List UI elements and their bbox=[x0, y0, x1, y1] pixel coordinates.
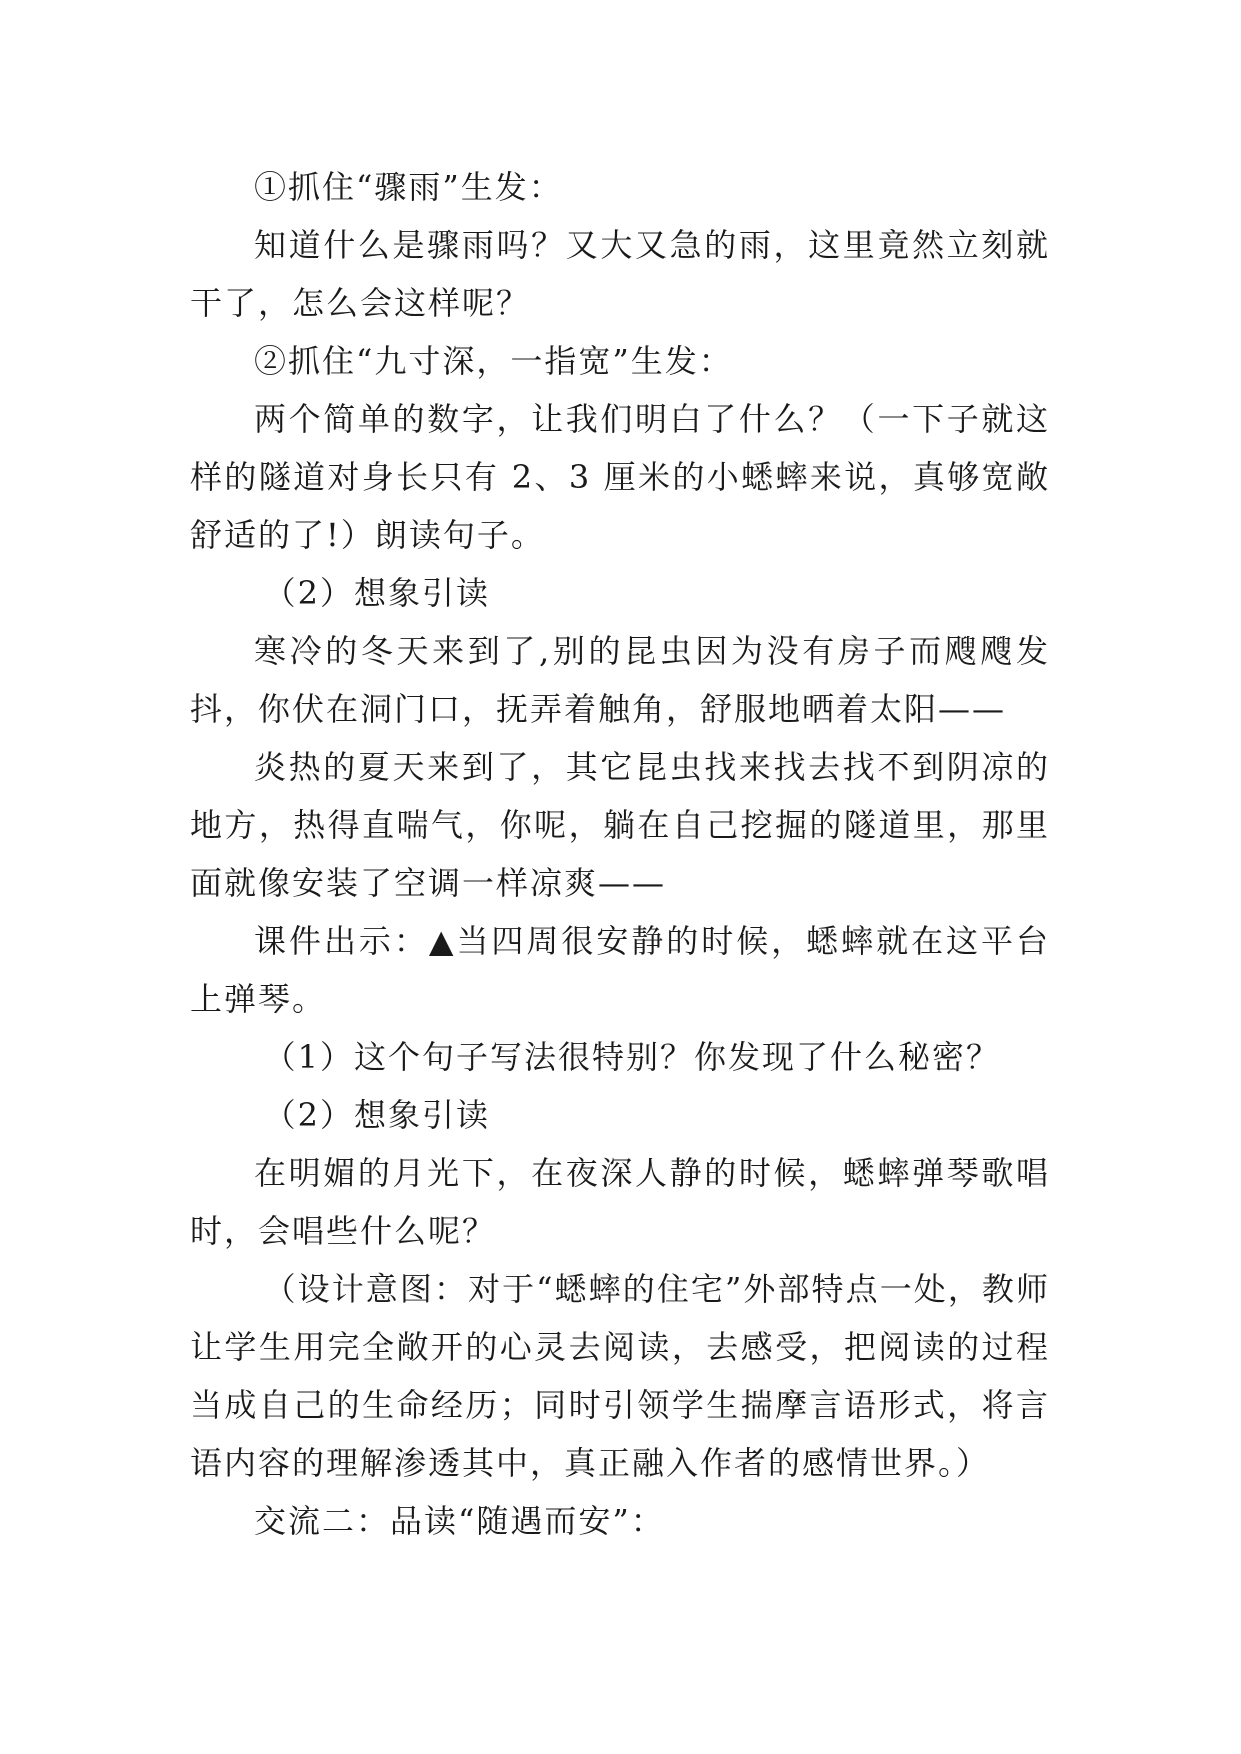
paragraph-10: （2）想象引读 bbox=[263, 1096, 490, 1134]
paragraph-7: 炎热的夏天来到了，其它昆虫找来找去找不到阴凉的地方，热得直喘气，你呢，躺在自己挖掘的隧道里，那里面就像安装了空调一样凉爽—— bbox=[190, 748, 1050, 902]
paragraph-13: 交流二：品读“随遇而安”： bbox=[254, 1502, 665, 1540]
paragraph-12: （设计意图：对于“蟋蟀的住宅”外部特点一处，教师让学生用完全敞开的心灵去阅读，去感受，把阅读的过程当成自己的生命经历；同时引领学生揣摩言语形式，将言语内容的理解渗透其中，真正融入作者的感情世界。） bbox=[190, 1270, 1050, 1482]
paragraph-8: 课件出示：▲当四周很安静的时候，蟋蟀就在这平台上弹琴。 bbox=[190, 922, 1050, 1018]
paragraph-6: 寒冷的冬天来到了,别的昆虫因为没有房子而飕飕发抖，你伏在洞门口，抚弄着触角，舒服地晒着太阳—— bbox=[190, 632, 1050, 728]
paragraph-2: 知道什么是骤雨吗？又大又急的雨，这里竟然立刻就干了，怎么会这样呢？ bbox=[190, 226, 1050, 322]
paragraph-5: （2）想象引读 bbox=[263, 574, 490, 612]
paragraph-3: ②抓住“九寸深，一指宽”生发： bbox=[254, 342, 733, 380]
paragraph-11: 在明媚的月光下，在夜深人静的时候，蟋蟀弹琴歌唱时，会唱些什么呢？ bbox=[190, 1154, 1050, 1250]
paragraph-1: ①抓住“骤雨”生发： bbox=[254, 168, 563, 206]
paragraph-4: 两个简单的数字，让我们明白了什么？（一下子就这样的隧道对身长只有 2、3 厘米的小蟋蟀来说，真够宽敞舒适的了!）朗读句子。 bbox=[190, 400, 1050, 554]
document-page bbox=[190, 158, 1050, 1550]
paragraph-9: （1）这个句子写法很特别？你发现了什么秘密？ bbox=[263, 1038, 1000, 1076]
